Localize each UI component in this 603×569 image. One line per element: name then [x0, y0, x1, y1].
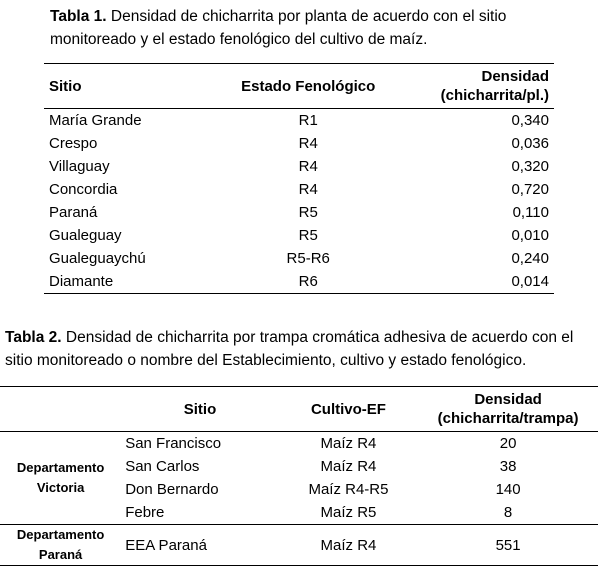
table1-body: [44, 109, 554, 294]
table2-cell-densidad: 551: [418, 525, 598, 566]
table-row: [44, 270, 554, 294]
table2-caption: [5, 326, 601, 372]
table2-body: [0, 432, 598, 566]
table2-cell-densidad: 8: [503, 504, 513, 521]
table1-cell-densidad: 0,036: [511, 135, 549, 152]
table1-cell-estado: R1: [298, 112, 318, 129]
table-row: [0, 432, 598, 456]
table-row: [44, 224, 554, 247]
table1-cell-densidad: 0,010: [511, 227, 549, 244]
table2-cell-cultivo: Maíz R4: [279, 525, 418, 566]
table1-cell-densidad: 0,110: [512, 204, 549, 221]
table-row: [44, 201, 554, 224]
table-row: [44, 155, 554, 178]
table1-cell-sitio: Paraná: [49, 204, 98, 221]
table2-group-label: Departamento Victoria: [16, 460, 105, 495]
table1-cell-estado: R5: [298, 204, 318, 221]
table-row: [44, 247, 554, 270]
table2-cell-densidad: 38: [499, 458, 517, 475]
table1-caption: [50, 5, 550, 51]
table2-cell-densidad: 140: [495, 481, 521, 498]
table1-cell-densidad: 0,720: [511, 181, 549, 198]
table1-header-estado: Estado Fenológico: [182, 64, 434, 109]
table-row: [44, 132, 554, 155]
table1-cell-sitio: Villaguay: [49, 158, 110, 175]
table2-group-label: Departamento Paraná: [0, 525, 121, 566]
table1: [44, 63, 554, 294]
table2-cell-sitio: Don Bernardo: [125, 481, 219, 498]
table-row: [44, 178, 554, 201]
table2-cell-sitio: San Carlos: [125, 458, 200, 475]
table1-cell-estado: R4: [298, 135, 318, 152]
table1-cell-densidad: 0,320: [511, 158, 549, 175]
table2-cell-sitio: EEA Paraná: [121, 525, 279, 566]
table1-cell-estado: R5-R6: [286, 250, 330, 267]
table1-cell-sitio: Gualeguay: [49, 227, 122, 244]
table1-caption-label: Tabla 1.: [50, 8, 107, 25]
table2-header-sitio: Sitio: [121, 387, 279, 432]
table2-cell-cultivo: Maíz R4-R5: [308, 481, 389, 498]
table2-caption-label: Tabla 2.: [5, 329, 62, 346]
table-row: [44, 109, 554, 133]
table1-caption-text: Densidad de chicharrita por planta de acuerdo con el sitio monitoreado y el estado fenológico del cultivo de maíz.: [50, 8, 507, 48]
table2-cell-densidad: 20: [499, 435, 517, 452]
table1-cell-sitio: Gualeguaychú: [49, 250, 146, 267]
table1-cell-sitio: Diamante: [49, 273, 114, 290]
table2-caption-text: Densidad de chicharrita por trampa cromática adhesiva de acuerdo con el sitio monitoreado o nombre del Establecimiento, cultivo y estado fenológico.: [5, 329, 574, 369]
table2-cell-cultivo: Maíz R4: [320, 458, 377, 475]
table1-cell-sitio: Concordia: [49, 181, 118, 198]
table2-cell-sitio: San Francisco: [125, 435, 222, 452]
table1-cell-densidad: 0,340: [511, 112, 549, 129]
table1-cell-sitio: María Grande: [49, 112, 142, 129]
table2-cell-cultivo: Maíz R5: [320, 504, 377, 521]
table1-cell-estado: R4: [298, 181, 318, 198]
table1-cell-densidad: 0,240: [511, 250, 549, 267]
table2-header-blank: [0, 387, 121, 432]
table1-cell-estado: R5: [298, 227, 318, 244]
table1-cell-estado: R6: [298, 273, 318, 290]
table2-cell-cultivo: Maíz R4: [320, 435, 377, 452]
table1-cell-densidad: 0,014: [511, 273, 549, 290]
table2-cell-sitio: Febre: [125, 504, 165, 521]
table1-header-sitio: Sitio: [44, 64, 182, 109]
table2-header-cultivo: Cultivo-EF: [279, 387, 418, 432]
table1-header-densidad: Densidad (chicharrita/pl.): [434, 64, 554, 109]
table1-header-row: [44, 64, 554, 109]
table2-header-densidad: Densidad (chicharrita/trampa): [418, 387, 598, 432]
table-row: [0, 525, 598, 566]
table1-cell-sitio: Crespo: [49, 135, 98, 152]
table2-header-row: [0, 387, 598, 432]
table1-cell-estado: R4: [298, 158, 318, 175]
table2: [0, 386, 598, 566]
